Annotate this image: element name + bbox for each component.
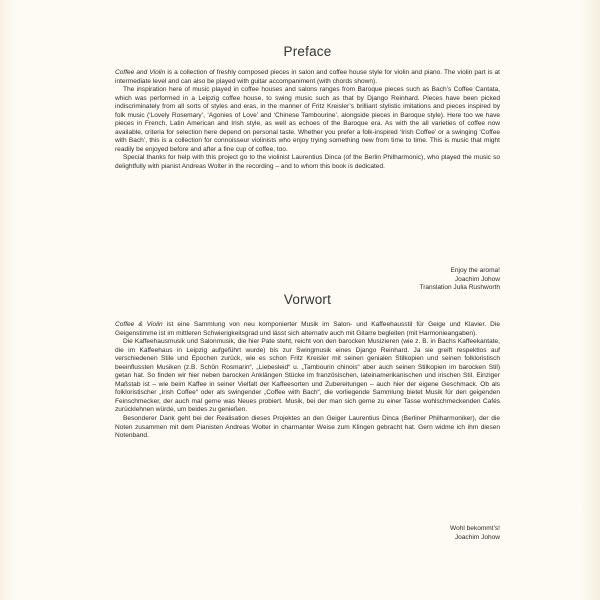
- vorwort-title: Vorwort: [283, 292, 332, 307]
- vorwort-paragraph-1-text: ist eine Sammlung von neu komponierter Musik im Salon- und Kaffeehausstil für Geige und Klavier. Die Geigenstimme ist im mittleren Schwierigkeitsgrad und lässt sich alternativ auch mit Gitarre begleiten (mit Harmonieangaben).: [115, 321, 500, 337]
- preface-signature: [115, 267, 500, 293]
- vorwort-paragraph-2: Die Kaffeehausmusik und Salonmusik, die hier Pate steht, reicht von den barocken Musizieren (wie z. B. in Bachs Kaffeekantate, die im Kaffeehaus in Leipzig aufgeführt wurde) bis zur Swingmusik eines Django Reinhard. Ja sie greift respektlos auf verschiedenen Stile und Epochen zurück, wie es schon Fritz Kreisler mit seinen genialen Stilkopien und seinen folkloristisch beeinflussten Musiken (z.B. Schön Rosmarin“, „Liebesleid“ u. „Tambourin chinois“ aber auch seinen Stilkopien im barocken Stil) getan hat. So finden wir hier neben barocken Anklängen Stücke im französischen, lateinamerikanischen und irischen Stil. Einziger Maßstab ist – wie beim Kaffee in seiner Vielfalt der Kaffeesorten und Zubereitungen – auch hier der eigene Geschmack. Ob als folkloristischer „Irish Coffee“ oder als swingender „Coffee with Bach“, die vorliegende Sammlung bietet Musik für den geigenden Feinschmecker, der auch mal gerne was Neues probiert. Musik, bei der man sich gerne zu einer Tasse wohlschmeckenden Cafés zurücklehnen würde, um beides zu genießen.: [115, 338, 500, 414]
- preface-body: [115, 69, 500, 172]
- preface-title: Preface: [283, 44, 332, 59]
- vorwort-sign-author: Joachim Johow: [454, 533, 500, 541]
- preface-sign-greeting: Enjoy the aroma!: [450, 267, 500, 274]
- preface-sign-author: Joachim Johow: [454, 275, 500, 283]
- vorwort-section: [115, 292, 500, 307]
- preface-book-title: Coffee and Violin: [115, 69, 166, 76]
- preface-section: [115, 44, 500, 59]
- preface-paragraph-2: The inspiration here of music played in coffee houses and salons ranges from Baroque pieces such as Bach’s Coffee Cantata, which was performed in a Leipzig coffee house, to swing music such as that by Django Reinhard. Pieces have been picked indiscriminately from all sorts of styles and eras, in the manner of Fritz Kreisler’s brilliant stylistic imitations and pieces inspired by folk music (‘Lovely Rosemary’, ‘Agonies of Love’ and ‘Chinese Tambourine’, alongside pieces in Baroque style). Here too we have pieces in French, Latin American and Irish style, as well as echoes of the Baroque era. As with the all varieties of coffee now available, criteria for selection here depend on personal taste. Whether you prefer a folk-inspired ‘Irish Coffee’ or a swinging ‘Coffee with Bach’, this is a collection for connoisseur violinists who enjoy trying something new from time to time. This is music that might readily be enjoyed before and after a fine cup of coffee, too.: [115, 86, 500, 153]
- preface-paragraph-1: [115, 69, 500, 86]
- preface-sign-translator: Translation Julia Rushworth: [419, 284, 500, 292]
- vorwort-sign-greeting: Wohl bekommt’s!: [450, 525, 500, 532]
- vorwort-paragraph-3: Besonderer Dank geht bei der Realisation dieses Projektes an den Geiger Laurentius Dinca (Berliner Philharmoniker), der die Noten zusammen mit dem Pianisten Andreas Wolter in charmanter Weise zum Klingen gebracht hat. Gern widme ich ihm diesen Notenband.: [115, 415, 500, 440]
- preface-paragraph-1-text: is a collection of freshly composed pieces in salon and coffee house style for violin and piano. The violin part is at intermediate level and can also be played with guitar accompaniment (with chords shown).: [115, 69, 501, 85]
- vorwort-book-title: Coffee & Violin: [115, 321, 163, 328]
- vorwort-signature: [115, 525, 500, 542]
- vorwort-body: [115, 321, 500, 441]
- preface-paragraph-3: Special thanks for help with this project go to the violinist Laurentius Dinca (of the Berlin Philharmonic), who played the music so delightfully with pianist Andreas Wolter in the recording – and to whom this book is dedicated.: [115, 154, 500, 171]
- vorwort-paragraph-1: [115, 321, 500, 338]
